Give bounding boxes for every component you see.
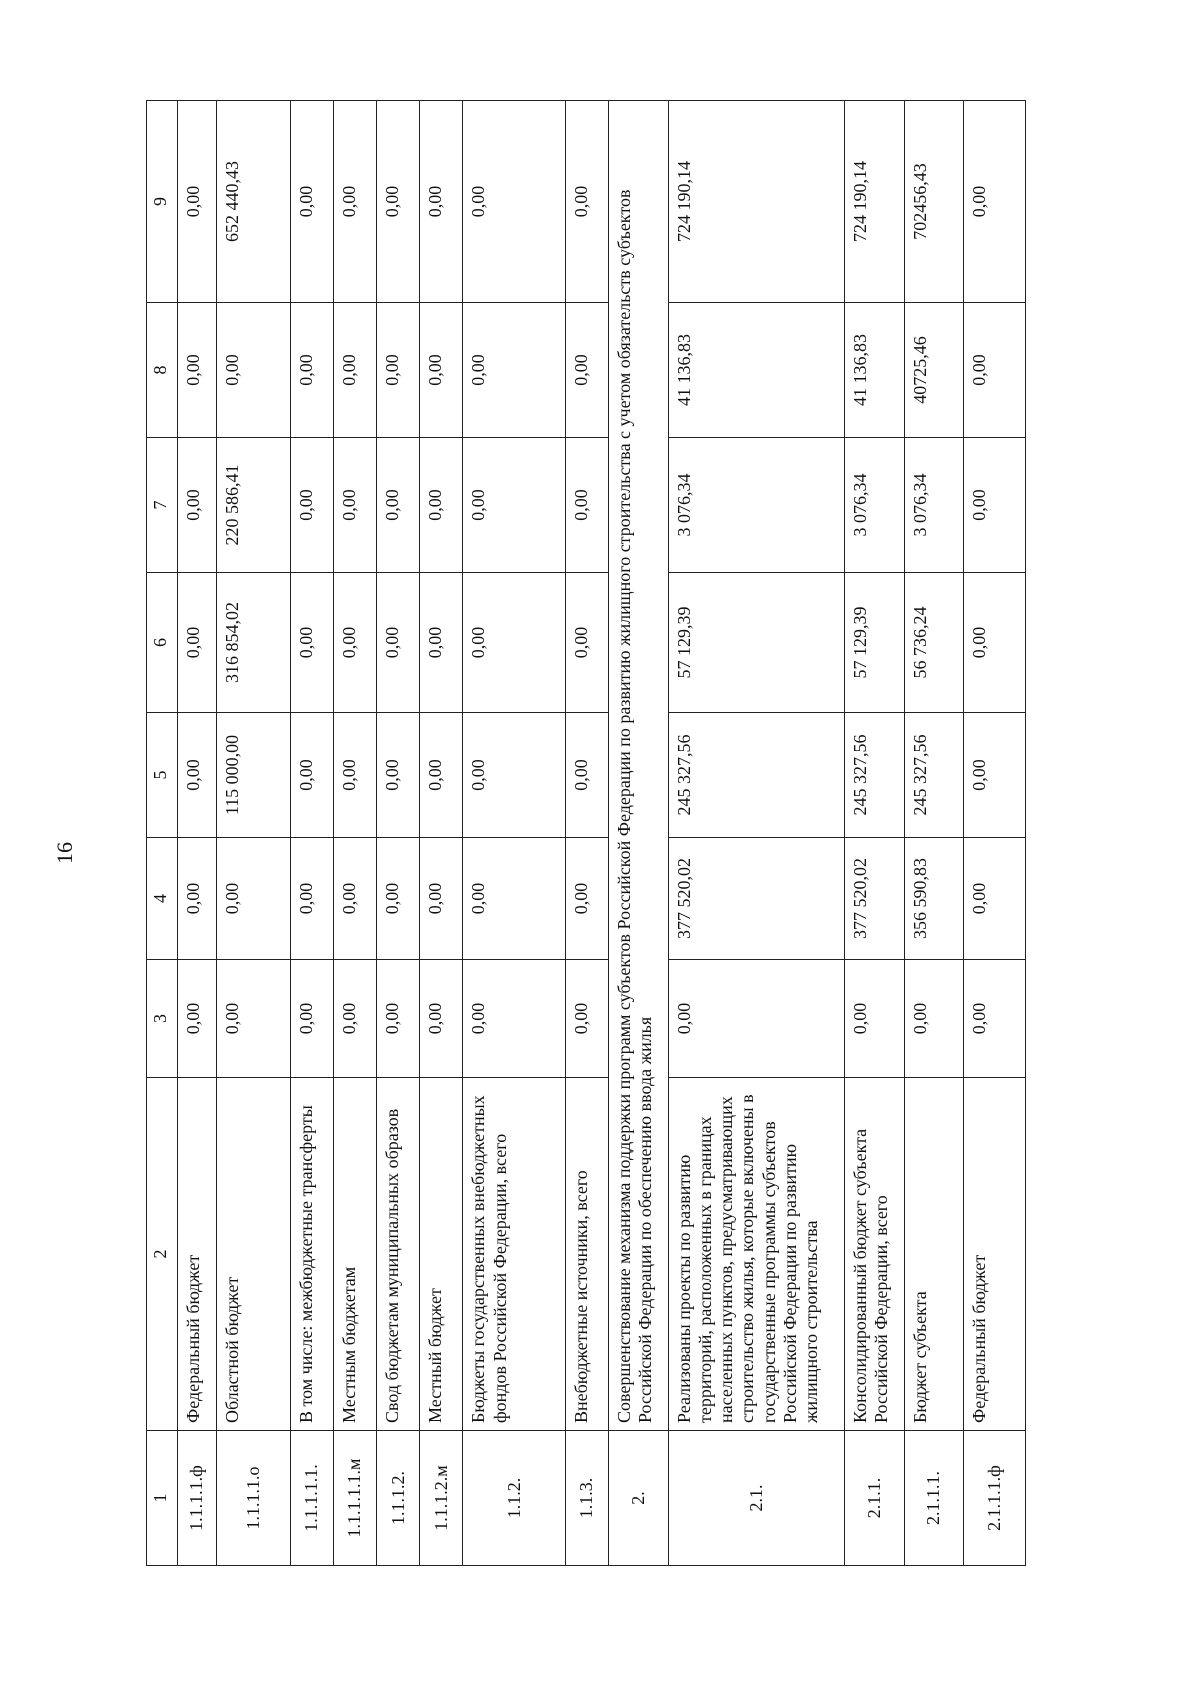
value-cell: 0,00 [377, 573, 420, 713]
value-cell: 0,00 [420, 960, 463, 1078]
value-cell: 220 586,41 [217, 438, 291, 573]
value-cell: 0,00 [463, 960, 566, 1078]
value-cell: 0,00 [964, 573, 1026, 713]
value-cell: 0,00 [377, 960, 420, 1078]
table-row [178, 101, 217, 1566]
value-cell: 0,00 [463, 303, 566, 438]
value-cell: 0,00 [178, 713, 217, 838]
row-name: Консолидированный бюджет субъекта Российской Федерации, всего [845, 1078, 905, 1431]
row-name: Федеральный бюджет [178, 1078, 217, 1431]
section-title: Совершенствование механизма поддержки программ субъектов Российской Федерации по развитию жилищного строительства с учетом обязательств субъектов Российской Федерации по обеспечению ввода жилья [609, 101, 669, 1431]
value-cell: 40725,46 [904, 303, 964, 438]
header-row [147, 101, 178, 1566]
value-cell: 0,00 [964, 838, 1026, 960]
value-cell: 3 076,34 [668, 438, 845, 573]
value-cell: 0,00 [290, 438, 333, 573]
value-cell: 0,00 [178, 101, 217, 303]
value-cell: 0,00 [845, 960, 905, 1078]
value-cell: 0,00 [904, 960, 964, 1078]
value-cell: 0,00 [377, 438, 420, 573]
value-cell: 3 076,34 [904, 438, 964, 573]
value-cell: 702456,43 [904, 101, 964, 303]
table-row [420, 101, 463, 1566]
value-cell: 0,00 [217, 960, 291, 1078]
row-code: 1.1.1.1.о [217, 1431, 291, 1566]
value-cell: 0,00 [178, 303, 217, 438]
value-cell: 0,00 [334, 101, 377, 303]
row-code: 2.1.1.1.ф [964, 1431, 1026, 1566]
row-code: 1.1.1.2.м [420, 1431, 463, 1566]
value-cell: 57 129,39 [845, 573, 905, 713]
value-cell: 0,00 [420, 101, 463, 303]
value-cell: 0,00 [420, 303, 463, 438]
value-cell: 0,00 [566, 438, 609, 573]
header-cell: 2 [147, 1078, 178, 1431]
table-row [845, 101, 905, 1566]
row-code: 2.1.1. [845, 1431, 905, 1566]
row-code: 1.1.1.2. [377, 1431, 420, 1566]
row-code: 1.1.1.1.1. [290, 1431, 333, 1566]
table-row [964, 101, 1026, 1566]
value-cell: 57 129,39 [668, 573, 845, 713]
value-cell: 0,00 [334, 303, 377, 438]
value-cell: 0,00 [964, 960, 1026, 1078]
row-name: Местный бюджет [420, 1078, 463, 1431]
budget-table [146, 100, 1026, 1566]
value-cell: 245 327,56 [904, 713, 964, 838]
value-cell: 245 327,56 [668, 713, 845, 838]
row-name: Бюджеты государственных внебюджетных фондов Российской Федерации, всего [463, 1078, 566, 1431]
value-cell: 0,00 [566, 101, 609, 303]
table-row [566, 101, 609, 1566]
value-cell: 0,00 [377, 838, 420, 960]
value-cell: 0,00 [377, 101, 420, 303]
row-code: 1.1.2. [463, 1431, 566, 1566]
value-cell: 0,00 [566, 713, 609, 838]
value-cell: 0,00 [290, 303, 333, 438]
value-cell: 0,00 [420, 713, 463, 838]
header-cell: 7 [147, 438, 178, 573]
row-name: Местным бюджетам [334, 1078, 377, 1431]
value-cell: 0,00 [377, 713, 420, 838]
value-cell: 0,00 [566, 573, 609, 713]
header-cell: 8 [147, 303, 178, 438]
header-cell: 3 [147, 960, 178, 1078]
value-cell: 0,00 [334, 960, 377, 1078]
value-cell: 0,00 [290, 960, 333, 1078]
rotated-table-wrapper [146, 101, 1026, 1566]
table-row [377, 101, 420, 1566]
value-cell: 652 440,43 [217, 101, 291, 303]
value-cell: 0,00 [463, 838, 566, 960]
row-code: 2.1.1.1. [904, 1431, 964, 1566]
value-cell: 41 136,83 [845, 303, 905, 438]
value-cell: 0,00 [964, 303, 1026, 438]
value-cell: 0,00 [377, 303, 420, 438]
value-cell: 724 190,14 [668, 101, 845, 303]
row-name: Свод бюджетам муниципальных образов [377, 1078, 420, 1431]
row-name: Федеральный бюджет [964, 1078, 1026, 1431]
table-row [290, 101, 333, 1566]
row-name: Областной бюджет [217, 1078, 291, 1431]
row-code: 1.1.3. [566, 1431, 609, 1566]
table-row [668, 101, 845, 1566]
value-cell: 0,00 [334, 438, 377, 573]
value-cell: 377 520,02 [845, 838, 905, 960]
value-cell: 0,00 [217, 303, 291, 438]
table-row [334, 101, 377, 1566]
value-cell: 0,00 [463, 438, 566, 573]
value-cell: 0,00 [217, 838, 291, 960]
row-code: 2. [609, 1431, 669, 1566]
value-cell: 724 190,14 [845, 101, 905, 303]
row-name: В том числе: межбюджетные трансферты [290, 1078, 333, 1431]
row-name: Реализованы проекты по развитию территорий, расположенных в границах населенных пунктов, предусматривающих строительство жилья, которые включены в государственные программы субъектов Российской Федерации по развитию жилищного строительства [668, 1078, 845, 1431]
value-cell: 0,00 [964, 713, 1026, 838]
header-cell: 4 [147, 838, 178, 960]
value-cell: 0,00 [178, 838, 217, 960]
header-cell: 6 [147, 573, 178, 713]
value-cell: 316 854,02 [217, 573, 291, 713]
section-row [609, 101, 669, 1566]
value-cell: 0,00 [964, 438, 1026, 573]
value-cell: 0,00 [463, 573, 566, 713]
value-cell: 0,00 [566, 838, 609, 960]
value-cell: 245 327,56 [845, 713, 905, 838]
value-cell: 3 076,34 [845, 438, 905, 573]
table-row [904, 101, 964, 1566]
row-code: 1.1.1.1.ф [178, 1431, 217, 1566]
value-cell: 0,00 [334, 713, 377, 838]
header-cell: 1 [147, 1431, 178, 1566]
value-cell: 0,00 [178, 960, 217, 1078]
value-cell: 0,00 [290, 573, 333, 713]
value-cell: 356 590,83 [904, 838, 964, 960]
value-cell: 0,00 [964, 101, 1026, 303]
row-name: Бюджет субъекта [904, 1078, 964, 1431]
value-cell: 0,00 [420, 573, 463, 713]
value-cell: 0,00 [566, 303, 609, 438]
table-row [463, 101, 566, 1566]
value-cell: 377 520,02 [668, 838, 845, 960]
value-cell: 0,00 [334, 573, 377, 713]
value-cell: 41 136,83 [668, 303, 845, 438]
value-cell: 0,00 [566, 960, 609, 1078]
row-name: Внебюджетные источники, всего [566, 1078, 609, 1431]
value-cell: 0,00 [420, 438, 463, 573]
header-cell: 5 [147, 713, 178, 838]
value-cell: 0,00 [290, 101, 333, 303]
row-code: 2.1. [668, 1431, 845, 1566]
value-cell: 0,00 [463, 101, 566, 303]
header-cell: 9 [147, 101, 178, 303]
value-cell: 0,00 [420, 838, 463, 960]
value-cell: 56 736,24 [904, 573, 964, 713]
value-cell: 0,00 [290, 838, 333, 960]
value-cell: 0,00 [178, 438, 217, 573]
value-cell: 115 000,00 [217, 713, 291, 838]
value-cell: 0,00 [178, 573, 217, 713]
value-cell: 0,00 [668, 960, 845, 1078]
table-row [217, 101, 291, 1566]
value-cell: 0,00 [463, 713, 566, 838]
row-code: 1.1.1.1.1.м [334, 1431, 377, 1566]
value-cell: 0,00 [290, 713, 333, 838]
value-cell: 0,00 [334, 838, 377, 960]
page-number: 16 [52, 842, 77, 864]
